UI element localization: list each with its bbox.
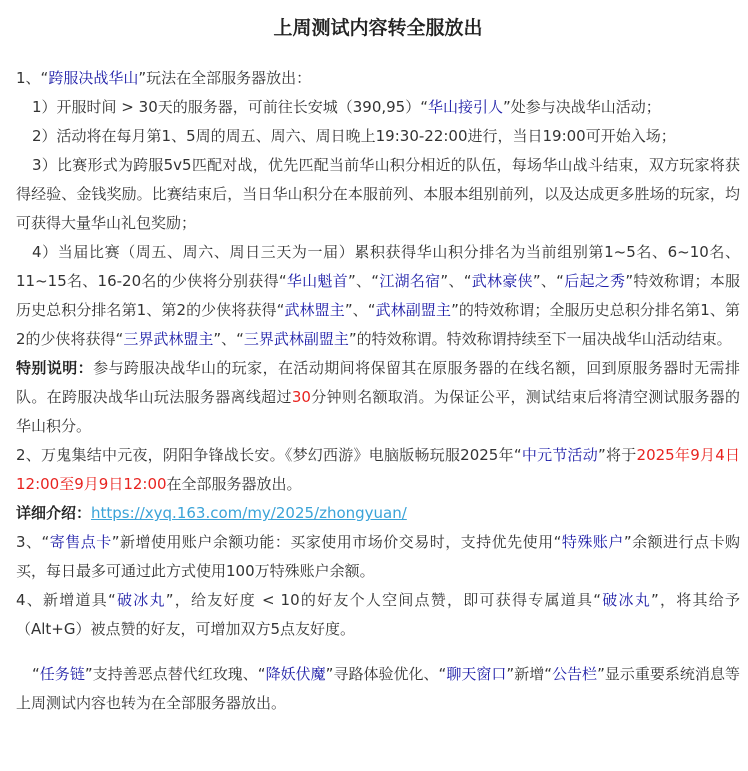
- detail-label: 详细介绍：: [16, 504, 92, 522]
- highlight-feature: 降妖伏魔: [265, 665, 326, 683]
- text: 4）当届比赛（周五、周六、周日三天为一届）累积获得华山积分排名为当前组别第1~5名、6~10名、11~15名、16-20名的少侠将分别获得“: [16, 243, 740, 290]
- text: ”玩法在全部服务器放出：: [138, 69, 312, 87]
- text: ”特效称谓；本服历史总积分排名第1、第2的少侠将获得“: [16, 272, 740, 319]
- text: ”、“: [213, 330, 244, 348]
- text: ”，将其给予（Alt+G）被点赞的好友，可增加双方5点友好度。: [16, 591, 740, 638]
- detail-line: [16, 499, 740, 528]
- text: ”支持善恶点替代红玫瑰、“: [84, 665, 266, 683]
- section-2: [16, 441, 740, 499]
- title-name: 武林副盟主: [375, 301, 452, 319]
- text: ”余额进行点卡购买，每日最多可通过此方式使用100万特殊账户余额。: [16, 533, 740, 580]
- highlight-feature: 寄售点卡: [49, 533, 112, 551]
- title-name: 后起之秀: [563, 272, 626, 290]
- title-name: 三界武林副盟主: [243, 330, 349, 348]
- text: ”，给友好度 < 10的好友个人空间点赞，即可获得专属道具“: [165, 591, 601, 609]
- section-4: [16, 586, 740, 644]
- minutes-value: 30: [291, 388, 311, 406]
- text: ”处参与决战华山活动；: [503, 98, 661, 116]
- highlight-npc: 华山接引人: [428, 98, 504, 116]
- text: ”显示重要系统消息等上周测试内容也转为在全部服务器放出。: [16, 665, 740, 712]
- text: ”、“: [347, 272, 380, 290]
- text: 1）开服时间 > 30天的服务器，可前往长安城（390,95）“: [32, 98, 428, 116]
- highlight-feature: 公告栏: [552, 665, 598, 683]
- text: ”、“: [532, 272, 564, 290]
- text: 2、万鬼集结中元夜，阴阳争锋战长安。《梦幻西游》电脑版畅玩服2025年“: [16, 446, 522, 464]
- section-3: [16, 528, 740, 586]
- text: ”、“: [344, 301, 376, 319]
- text: 参与跨服决战华山的玩家，在活动期间将保留其在原服务器的在线名额，回到原服务器时无需排队。在跨服决战华山玩法服务器离线超过: [16, 359, 740, 406]
- text: 3、“: [16, 533, 50, 551]
- detail-link[interactable]: https://xyq.163.com/my/2025/zhongyuan/: [91, 504, 407, 522]
- text: 1、“: [16, 69, 49, 87]
- text: ”将于: [598, 446, 637, 464]
- text: ”新增使用账户余额功能：买家使用市场价交易时，支持优先使用“: [111, 533, 562, 551]
- text: 在全部服务器放出。: [166, 475, 302, 493]
- highlight-item: 破冰丸: [601, 591, 651, 609]
- section-1-item-1: [16, 93, 740, 122]
- text: “: [32, 665, 40, 683]
- section-1-item-3: 3）比赛形式为跨服5v5匹配对战，优先匹配当前华山积分相近的队伍，每场华山战斗结束，双方玩家将获得经验、金钱奖励。比赛结束后，当日华山积分在本服前列、本服本组别前列，以及达成更多胜场的玩家，均可获得大量华山礼包奖励；: [16, 156, 740, 232]
- text: ”、“: [440, 272, 472, 290]
- page-title: 上周测试内容转全服放出: [273, 17, 483, 39]
- highlight-item: 破冰丸: [115, 591, 166, 609]
- title-name: 江湖名宿: [379, 272, 441, 290]
- text: ”的特效称谓；全服历史总积分排名第1、第2的少侠将获得“: [16, 301, 740, 348]
- special-note-label: 特别说明：: [16, 359, 94, 377]
- section-1-item-2: 2）活动将在每月第1、5周的周五、周六、周日晚上19:30-22:00进行，当日19:00可开始入场；: [32, 127, 676, 145]
- section-5: [16, 660, 740, 718]
- title-name: 华山魁首: [286, 272, 348, 290]
- text: ”新增“: [506, 665, 552, 683]
- event-date-range: 2025年9月4日12:00至9月9日12:00: [16, 446, 740, 493]
- announcement-body: [16, 64, 740, 718]
- special-note: [16, 354, 740, 441]
- highlight-event: 中元节活动: [521, 446, 599, 464]
- section-1-item-4: [16, 238, 740, 354]
- title-name: 三界武林盟主: [123, 330, 214, 348]
- text: ”的特效称谓。特效称谓持续至下一届决战华山活动结束。: [348, 330, 732, 348]
- text: 4、新增道具“: [16, 591, 116, 609]
- title-name: 武林盟主: [284, 301, 345, 319]
- highlight-account: 特殊账户: [561, 533, 624, 551]
- highlight-feature: 聊天窗口: [446, 665, 507, 683]
- highlight-feature: 任务链: [39, 665, 85, 683]
- highlight-huashan: 跨服决战华山: [48, 69, 139, 87]
- section-1-heading: [16, 64, 740, 93]
- title-name: 武林豪侠: [471, 272, 533, 290]
- text: 分钟则名额取消。为保证公平，测试结束后将清空测试服务器的华山积分。: [16, 388, 740, 435]
- text: ”寻路体验优化、“: [325, 665, 447, 683]
- spacer: [16, 644, 740, 660]
